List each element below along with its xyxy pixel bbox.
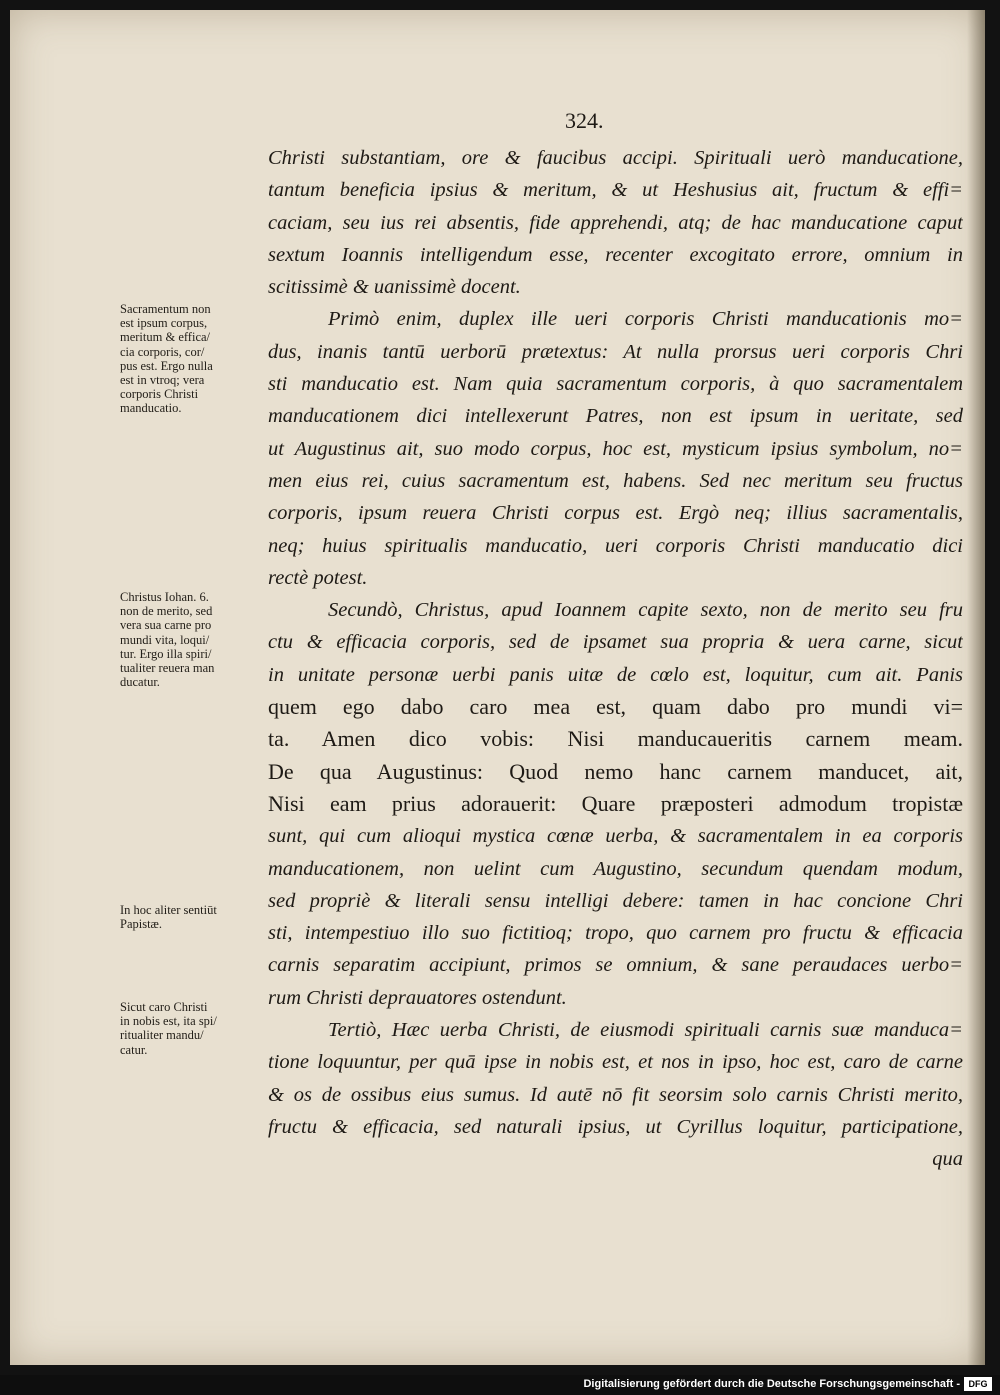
main-text-block <box>268 142 963 1176</box>
margin-note-line: Christus Iohan. 6. <box>120 590 209 604</box>
margin-note-line: mundi vita, loqui/ <box>120 632 210 647</box>
text-line: carnis separatim accipiunt, primos se omnium, & sane peraudaces uerbo= <box>268 954 963 977</box>
text-line: sunt, qui cum alioqui mystica cœnæ uerba, & sacramentalem in ea corporis <box>268 825 963 848</box>
text-line: men eius rei, cuius sacramentum est, habens. Sed nec meritum seu fructus <box>268 469 963 492</box>
text-line: Secundò, Christus, apud Ioannem capite sexto, non de merito seu fru <box>328 599 963 622</box>
footer-credit: Digitalisierung gefördert durch die Deutsche Forschungsgemeinschaft - <box>583 1378 960 1390</box>
text-line: Tertiò, Hæc uerba Christi, de eiusmodi spirituali carnis suæ manduca= <box>328 1019 963 1042</box>
margin-note-line: cia corporis, cor/ <box>120 344 205 359</box>
text-line: manducationem dici intellexerunt Patres, non est ipsum in ueritate, sed <box>268 405 963 428</box>
margin-note <box>120 302 265 416</box>
text-line: sti, intempestiuo illo suo fictitioq; tropo, quo carnem pro fructu & efficacia <box>268 922 963 945</box>
margin-note-line: est ipsum corpus, <box>120 316 208 331</box>
text-line: De qua Augustinus: Quod nemo hanc carnem manducet, ait, <box>268 758 963 784</box>
margin-note-line: est in vtroq; vera <box>120 373 205 388</box>
text-line: tione loquuntur, per quā ipse in nobis est, et nos in ipso, hoc est, caro de carne <box>268 1051 963 1074</box>
text-line: ut Augustinus ait, suo modo corpus, hoc est, mysticum ipsius symbolum, no= <box>268 437 963 460</box>
dfg-logo-icon: DFG <box>964 1377 992 1391</box>
text-line: caciam, seu ius rei absentis, fide apprehendi, atq; de hac manducatione caput <box>268 211 963 234</box>
margin-note-line: Sacramentum non <box>120 302 211 316</box>
text-line: scitissimè & uanissimè docent. <box>268 276 521 299</box>
margin-note-line: meritum & effica/ <box>120 330 211 345</box>
text-line: Christi substantiam, ore & faucibus accipi. Spirituali uerò manducatione, <box>268 147 963 169</box>
page-edge-shadow <box>967 10 985 1365</box>
text-line: ctu & efficacia corporis, sed de ipsamet sua propria & uera carne, sicut <box>268 631 963 654</box>
margin-note-line: ducatur. <box>120 675 160 690</box>
text-line: tantum beneficia ipsius & meritum, & ut Heshusius ait, fructum & effi= <box>268 179 963 202</box>
text-line: Primò enim, duplex ille ueri corporis Christi manducationis mo= <box>328 308 963 331</box>
text-line: & os de ossibus eius sumus. Id autē nō fit seorsim solo carnis Christi merito, <box>268 1083 963 1106</box>
text-line: sti manducatio est. Nam quia sacramentum corporis, à quo sacramentalem <box>268 373 963 396</box>
margin-note-line: tur. Ergo illa spiri/ <box>120 646 212 661</box>
text-line: sextum Ioannis intelligendum esse, recenter excogitato errore, omnium in <box>268 243 963 266</box>
margin-note <box>120 1000 265 1057</box>
text-line: in unitate personæ uerbi panis uitæ de cœlo est, loquitur, cum ait. Panis <box>268 663 963 686</box>
catchword: qua <box>932 1148 963 1171</box>
margin-note-line: ritualiter mandu/ <box>120 1028 204 1043</box>
text-line: rectè potest. <box>268 566 368 589</box>
text-line: ta. Amen dico vobis: Nisi manducaueritis carnem meam. <box>268 726 963 752</box>
text-line: rum Christi deprauatores ostendunt. <box>268 986 567 1009</box>
text-line: quem ego dabo caro mea est, quam dabo pro mundi vi= <box>268 694 963 720</box>
margin-note <box>120 590 265 689</box>
text-line: Nisi eam prius adorauerit: Quare præposteri admodum tropistæ <box>268 790 963 816</box>
margin-note-line: Papistæ. <box>120 917 163 932</box>
margin-note-line: manducatio. <box>120 401 182 416</box>
margin-note-line: non de merito, sed <box>120 604 213 619</box>
text-line: fructu & efficacia, sed naturali ipsius, ut Cyrillus loquitur, participatione, <box>268 1115 963 1138</box>
text-line: dus, inanis tantū uerborū prætextus: At nulla prorsus ueri corporis Chri <box>268 340 963 363</box>
text-line: sed propriè & literali sensu intelligi debere: tamen in hac concione Chri <box>268 889 963 912</box>
margin-note-line: In hoc aliter sentiūt <box>120 903 217 917</box>
margin-note-line: tualiter reuera man <box>120 661 215 676</box>
margin-note-line: pus est. Ergo nulla <box>120 358 213 373</box>
margin-note-line: Sicut caro Christi <box>120 1000 208 1014</box>
book-page <box>10 10 985 1365</box>
page-number: 324. <box>565 108 604 133</box>
text-line: neq; huius spiritualis manducatio, ueri corporis Christi manducatio dici <box>268 534 963 557</box>
margin-note-line: in nobis est, ita spi/ <box>120 1014 217 1029</box>
text-line: manducationem, non uelint cum Augustino, secundum quendam modum, <box>268 857 963 880</box>
text-line: corporis, ipsum reuera Christi corpus est. Ergò neq; illius sacramentalis, <box>268 502 963 525</box>
margin-note <box>120 903 265 931</box>
margin-note-line: catur. <box>120 1042 148 1057</box>
margin-note-line: corporis Christi <box>120 387 199 402</box>
margin-note-line: vera sua carne pro <box>120 618 212 633</box>
